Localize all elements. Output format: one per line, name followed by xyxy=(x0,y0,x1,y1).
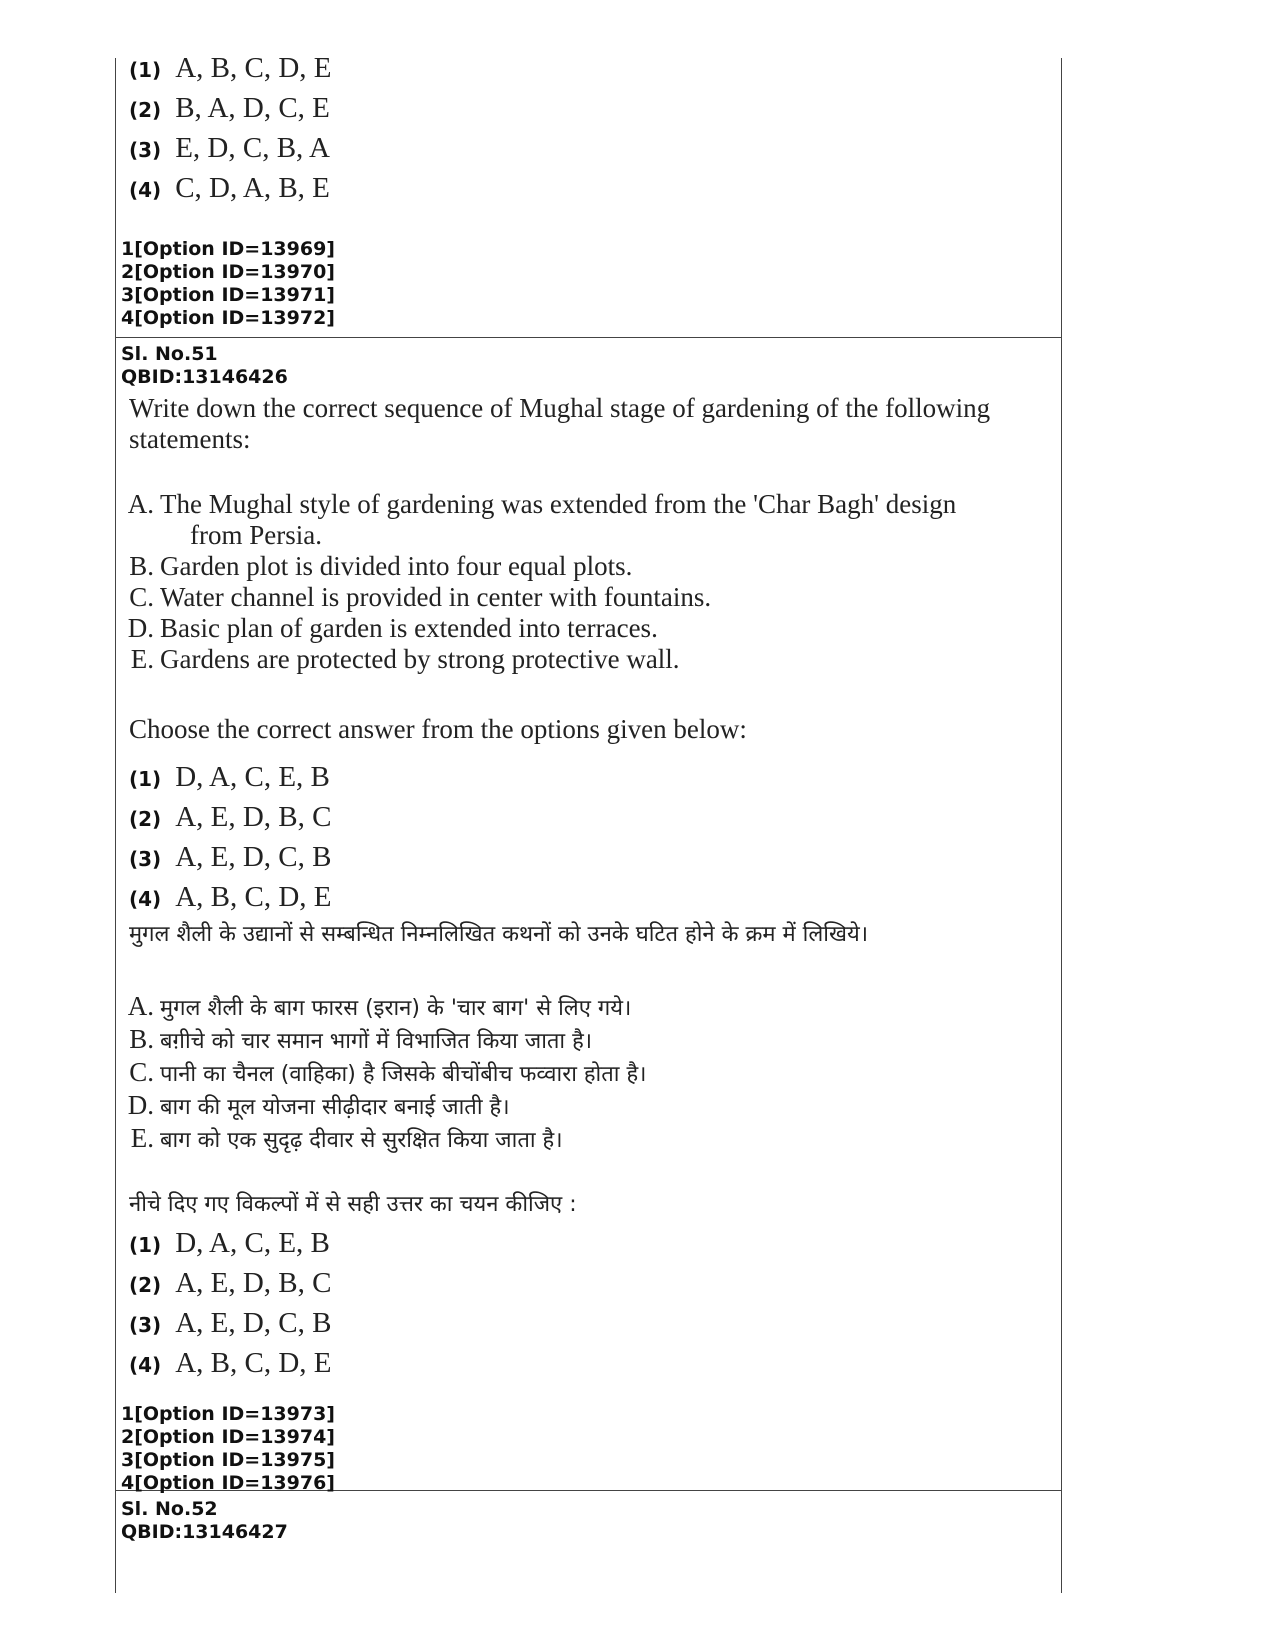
statement-item xyxy=(120,1024,647,1057)
option-item xyxy=(129,841,332,874)
option-value: A, E, D, B, C xyxy=(175,1267,332,1299)
statement-letter: E. xyxy=(130,1123,154,1153)
option-item xyxy=(129,1347,332,1380)
serial-number: Sl. No.51 xyxy=(121,343,218,365)
option-id: 3[Option ID=13975] xyxy=(121,1449,335,1471)
option-item xyxy=(129,172,330,205)
option-item xyxy=(129,1227,330,1260)
choose-instruction-english: Choose the correct answer from the options given below: xyxy=(129,714,747,744)
statement-item xyxy=(120,991,647,1024)
option-item xyxy=(129,92,330,125)
option-id: 3[Option ID=13971] xyxy=(121,284,335,306)
option-number: (3) xyxy=(129,847,162,871)
statement-text: पानी का चैनल (वाहिका) है जिसके बीचोंबीच फव्वारा होता है। xyxy=(160,1062,647,1087)
statement-item xyxy=(120,551,956,582)
statement-item xyxy=(120,1090,647,1123)
option-number: (1) xyxy=(129,767,162,791)
option-id: 1[Option ID=13973] xyxy=(121,1403,335,1425)
statement-letter: B. xyxy=(129,1024,154,1054)
option-number: (2) xyxy=(129,807,162,831)
statement-item xyxy=(120,1057,647,1090)
option-id: 4[Option ID=13976] xyxy=(121,1472,335,1494)
choose-instruction-hindi: नीचे दिए गए विकल्पों में से सही उत्तर का चयन कीजिए : xyxy=(129,1192,577,1217)
statement-text: The Mughal style of gardening was extended from the 'Char Bagh' design xyxy=(160,489,957,519)
statement-text: बग़ीचे को चार समान भागों में विभाजित किया जाता है। xyxy=(160,1029,593,1054)
statement-text: Gardens are protected by strong protective wall. xyxy=(160,644,680,674)
question-prompt-english xyxy=(129,393,990,455)
option-value: A, E, D, B, C xyxy=(175,801,332,833)
row-divider xyxy=(115,337,1062,338)
table-right-border xyxy=(1061,58,1062,1593)
statement-letter: B. xyxy=(129,551,154,581)
option-item xyxy=(129,881,332,914)
statement-letter: A. xyxy=(127,489,154,519)
statement-list-hindi xyxy=(120,991,647,1156)
statement-text: Garden plot is divided into four equal plots. xyxy=(160,551,633,581)
question-header xyxy=(121,343,288,389)
option-item xyxy=(129,1267,332,1300)
option-number: (4) xyxy=(129,178,162,202)
question-prompt-hindi: मुगल शैली के उद्यानों से सम्बन्धित निम्नलिखित कथनों को उनके घटित होने के क्रम में लिखिये। xyxy=(129,922,869,947)
statement-item xyxy=(120,1123,647,1156)
serial-number: Sl. No.52 xyxy=(121,1498,218,1520)
option-item xyxy=(129,761,330,794)
option-number: (2) xyxy=(129,1273,162,1297)
table-left-border xyxy=(115,58,116,1593)
option-item xyxy=(129,132,330,165)
option-value: C, D, A, B, E xyxy=(175,172,330,204)
option-number: (4) xyxy=(129,887,162,911)
statement-text: मुगल शैली के बाग फारस (इरान) के 'चार बाग' से लिए गये। xyxy=(160,996,632,1021)
option-id: 1[Option ID=13969] xyxy=(121,238,335,260)
statement-list-english xyxy=(120,489,956,675)
question-header xyxy=(121,1498,288,1544)
option-value: A, B, C, D, E xyxy=(175,881,332,913)
statement-text-continuation: from Persia. xyxy=(190,520,322,550)
option-id-list xyxy=(121,238,335,330)
statement-text: बाग की मूल योजना सीढ़ीदार बनाई जाती है। xyxy=(160,1095,510,1120)
statement-item xyxy=(120,644,956,675)
statement-text: बाग को एक सुदृढ़ दीवार से सुरक्षित किया जाता है। xyxy=(160,1128,563,1153)
statement-item xyxy=(120,582,956,613)
option-value: A, B, C, D, E xyxy=(175,52,332,84)
option-value: E, D, C, B, A xyxy=(175,132,330,164)
option-value: A, B, C, D, E xyxy=(175,1347,332,1379)
option-number: (1) xyxy=(129,58,162,82)
option-number: (1) xyxy=(129,1233,162,1257)
statement-letter: E. xyxy=(130,644,154,674)
option-number: (2) xyxy=(129,98,162,122)
statement-text: Water channel is provided in center with fountains. xyxy=(160,582,712,612)
option-number: (4) xyxy=(129,1353,162,1377)
statement-text: Basic plan of garden is extended into terraces. xyxy=(160,613,658,643)
option-number: (3) xyxy=(129,1313,162,1337)
option-id: 2[Option ID=13974] xyxy=(121,1426,335,1448)
statement-letter: D. xyxy=(127,613,154,643)
option-item xyxy=(129,1307,332,1340)
option-value: D, A, C, E, B xyxy=(175,1227,330,1259)
statement-letter: C. xyxy=(129,1057,154,1087)
option-value: D, A, C, E, B xyxy=(175,761,330,793)
qbid: QBID:13146426 xyxy=(121,366,288,388)
option-number: (3) xyxy=(129,138,162,162)
option-item xyxy=(129,801,332,834)
statement-letter: C. xyxy=(129,582,154,612)
option-value: A, E, D, C, B xyxy=(175,1307,332,1339)
option-value: B, A, D, C, E xyxy=(175,92,330,124)
prompt-line: Write down the correct sequence of Mughal stage of gardening of the following xyxy=(129,393,991,423)
statement-letter: A. xyxy=(127,991,154,1021)
prompt-line: statements: xyxy=(129,424,251,454)
statement-item xyxy=(120,613,956,644)
option-id-list xyxy=(121,1403,335,1495)
option-id: 4[Option ID=13972] xyxy=(121,307,335,329)
statement-letter: D. xyxy=(127,1090,154,1120)
option-id: 2[Option ID=13970] xyxy=(121,261,335,283)
statement-item xyxy=(120,489,956,520)
qbid: QBID:13146427 xyxy=(121,1521,288,1543)
option-item xyxy=(129,52,332,85)
option-value: A, E, D, C, B xyxy=(175,841,332,873)
